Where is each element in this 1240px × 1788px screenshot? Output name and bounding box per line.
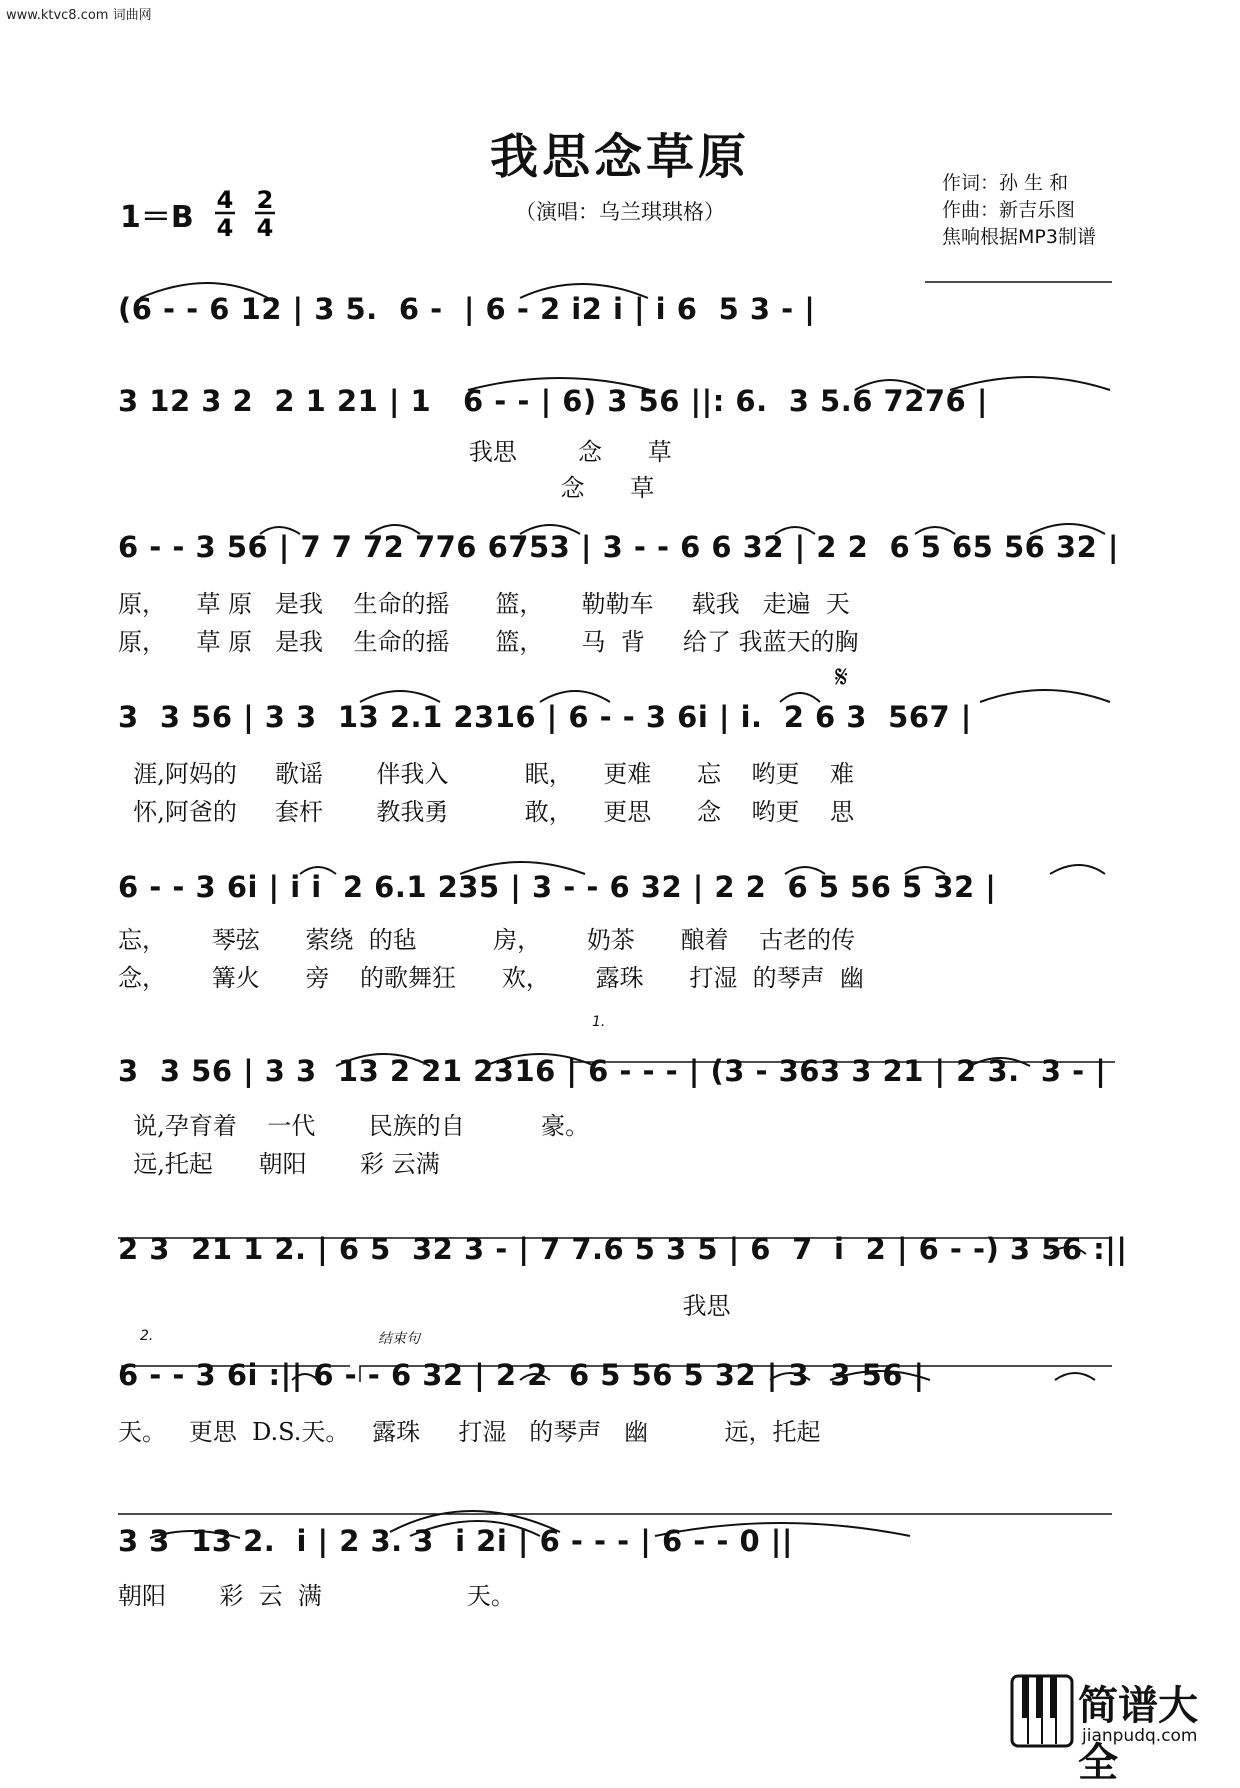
lyrics-row-7-verse-1: 我思 [118,1292,731,1320]
time-signatures [215,184,289,240]
song-title: 我思念草原 [489,129,750,185]
lyrics-row-5-verse-1: 忘， 琴弦 萦绕 的毡 房， 奶茶 酿着 古老的传 [118,926,856,954]
credit-lyricist: 作词：孙 生 和 [942,172,1069,194]
lyrics-row-2-verse-1: 我思 念 草 [118,438,672,466]
ending-2-label: 2. [140,1328,154,1344]
lyrics-row-4-verse-2: 怀,阿爸的 套杆 教我勇 敢， 更思 念 哟更 思 [118,798,855,826]
notes-row-3: 6 - - 3 56 | 7 7 72 776 6753 | 3 - - 6 6 32 | 2 2 6 5 65 56 32 | [118,530,1119,564]
lyrics-row-2-verse-2: 念 草 [118,474,655,502]
slur-marks [0,1470,1240,1530]
notes-row-4: 3 3 56 | 3 3 13 2.1 2316 | 6 - - 3 6i | i. 2 6 3 567 | [118,700,972,734]
lyrics-row-6-verse-2: 远,托起 朝阳 彩 云满 [118,1150,440,1178]
logo-url: jianpudq.com [1082,1726,1198,1746]
site-watermark: www.ktvc8.com 词曲网 [6,8,152,23]
ending-1-label: 1. [592,1014,606,1030]
notes-row-8: 6 - - 3 6i :|| 6 - - 6 32 | 2 2 6 5 56 5 32 | 3 3 56 | [118,1358,925,1392]
notes-row-9: 3 3 13 2. i | 2 3. 3 i 2i | 6 - - - | 6 - - 0 || [118,1524,793,1558]
piano-keys-icon [1010,1672,1074,1750]
singer-line: （演唱：乌兰琪琪格） [515,200,725,224]
logo-name: 简谱大全 [1078,1683,1198,1786]
notes-row-7: 2 3 21 1 2. | 6 5 32 3 - | 7 7.6 5 3 5 | 6 7 i 2 | 6 - -) 3 56 :|| [118,1232,1128,1266]
lyrics-row-8-verse-1: 天。 更思 D.S.天。 露珠 打湿 的琴声 幽 远，托起 [118,1418,821,1446]
credit-transcriber: 焦响根据MP3制谱 [942,226,1096,248]
lyrics-row-6-verse-1: 说,孕育着 一代 民族的自 豪。 [118,1112,590,1140]
svg-text:4: 4 [216,186,234,214]
segno-icon: 𝄋 [835,660,848,695]
notes-row-6: 3 3 56 | 3 3 13 2 21 2316 | 6 - - - | (3 - 363 3 21 | 2 3. 3 - | [118,1054,1107,1088]
coda-label: 结束句 [378,1331,420,1347]
site-logo [1010,1672,1232,1786]
svg-text:4: 4 [216,214,234,240]
notes-row-1: (6 - - 6 12 | 3 5. 6 - | 6 - 2 i2 i | i 6 5 3 - | [118,292,816,326]
credits [942,170,1096,251]
notes-row-2: 3 12 3 2 2 1 21 | 1 6 - - | 6) 3 56 ||: 6. 3 5.6 7276 | [118,384,988,418]
svg-text:4: 4 [256,214,274,240]
lyrics-row-3-verse-2: 原， 草 原 是我 生命的摇 篮， 马 背 给了 我蓝天的胸 [118,628,859,656]
lyrics-row-3-verse-1: 原， 草 原 是我 生命的摇 篮， 勒勒车 载我 走遍 天 [118,590,850,618]
lyrics-row-5-verse-2: 念， 篝火 旁 的歌舞狂 欢， 露珠 打湿 的琴声 幽 [118,964,864,992]
notes-row-5: 6 - - 3 6i | i i 2 6.1 235 | 3 - - 6 32 | 2 2 6 5 56 5 32 | [118,870,997,904]
credit-composer: 作曲：新吉乐图 [942,199,1076,221]
lyrics-row-4-verse-1: 涯,阿妈的 歌谣 伴我入 眠， 更难 忘 哟更 难 [118,760,855,788]
svg-text:2: 2 [256,186,274,214]
lyrics-row-9-verse-1: 朝阳 彩 云 满 天。 [118,1582,515,1610]
key-signature: 1＝B [120,200,194,235]
